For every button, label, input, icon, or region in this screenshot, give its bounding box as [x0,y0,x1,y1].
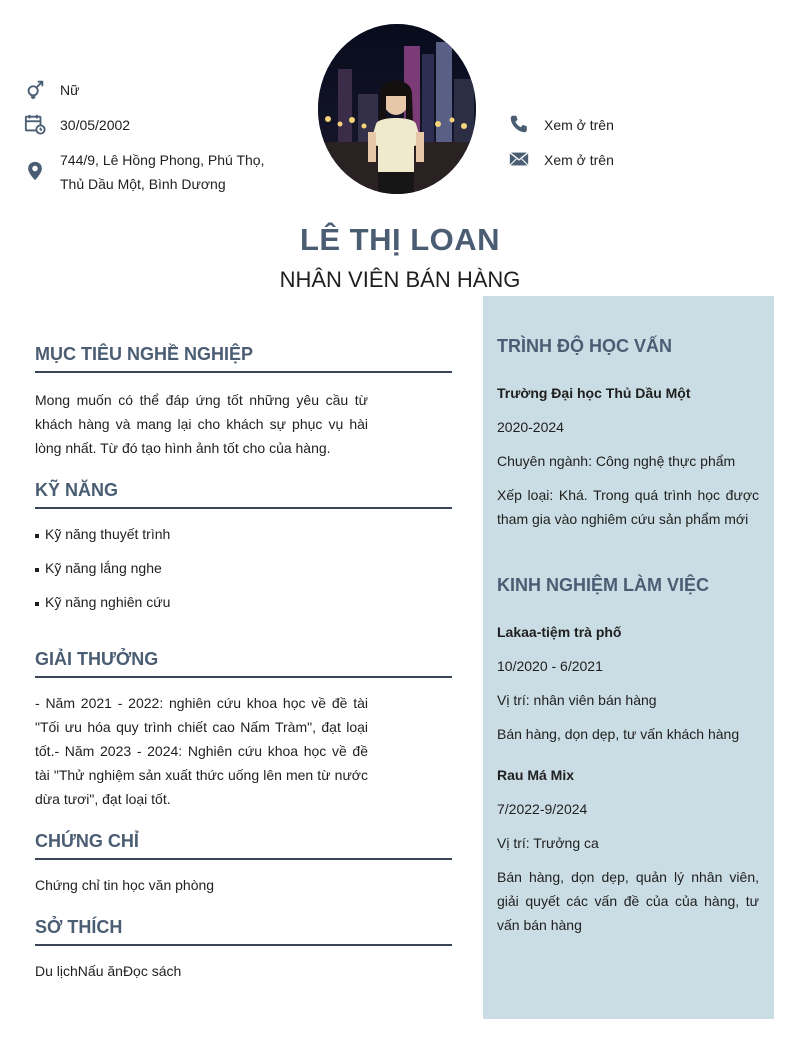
skills-title: KỸ NĂNG [35,480,452,509]
education-ranking: Xếp loại: Khá. Trong quá trình học được tham gia vào nghiêm cứu sản phẩm mới [497,487,759,527]
skill-item-label: Kỹ năng lắng nghe [45,560,162,576]
hobbies-text: Du lịchNấu ănĐọc sách [35,963,182,979]
skill-item-label: Kỹ năng thuyết trình [45,526,171,542]
job-description: Bán hàng, dọn dẹp, quản lý nhân viên, giải quyết các vấn đề của của hàng, tư vấn bán hàng [497,869,759,933]
email-text: Xem ở trên [544,152,614,168]
full-name: LÊ THỊ LOAN [299,222,501,257]
job-period: 10/2020 - 6/2021 [497,658,603,674]
experience-title: KINH NGHIỆM LÀM VIỆC [497,575,710,595]
bullet-icon [35,602,39,606]
objective-text: Mong muốn có thể đáp ứng tốt những yêu cầu từ khách hàng và mang lại cho khách sự phục vụ hài lòng nhất. Từ đó tạo hình ảnh tốt cho của hàng. [35,392,368,456]
skill-item-label: Kỹ năng nghiên cứu [45,594,171,610]
job-position: Vị trí: Trưởng ca [497,835,599,851]
certificates-title: CHỨNG CHỈ [35,831,452,860]
job-description: Bán hàng, dọn dẹp, tư vấn khách hàng [497,726,740,742]
phone-row [508,113,614,137]
job-company: Rau Má Mix [497,767,575,783]
bullet-icon [35,534,39,538]
awards-title: GIẢI THƯỞNG [35,649,452,678]
education-major: Chuyên ngành: Công nghệ thực phẩm [497,453,736,469]
job-company: Lakaa-tiệm trà phố [497,624,622,640]
education-period: 2020-2024 [497,419,564,435]
awards-text: - Năm 2021 - 2022: nghiên cứu khoa học về đề tài "Tối ưu hóa quy trình chiết cao Nấm Tràm", đạt loại tốt.- Năm 2023 - 2024: Nghiên cứu khoa học về đề tài "Thử nghiệm sản xuất thức uống lên men từ nước dừa tươi", đạt loại tốt. [35,695,368,807]
job-period: 7/2022-9/2024 [497,801,588,817]
objective-title: MỤC TIÊU NGHỀ NGHIỆP [35,344,452,373]
phone-icon [508,113,530,135]
education-title: TRÌNH ĐỘ HỌC VẤN [497,336,672,356]
envelope-icon [508,148,530,170]
job-position: Vị trí: nhân viên bán hàng [497,692,657,708]
skill-item [35,558,162,578]
skill-item [35,592,170,612]
job-title: NHÂN VIÊN BÁN HÀNG [279,267,521,292]
calendar-icon [24,113,46,135]
certificates-text: Chứng chỉ tin học văn phòng [35,877,215,893]
birthday-text: 30/05/2002 [60,117,131,133]
education-school: Trường Đại học Thủ Dầu Một [497,385,691,401]
gender-text: Nữ [60,82,80,98]
bullet-icon [35,568,39,572]
email-row [508,148,614,172]
address-text: 744/9, Lê Hồng Phong, Phú Thọ, Thủ Dầu Một, Bình Dương [60,152,265,192]
location-pin-icon [24,160,46,182]
gender-icon [24,78,46,100]
address-row [24,148,270,196]
skill-item [35,524,170,544]
phone-text: Xem ở trên [544,117,614,133]
profile-photo [318,24,476,194]
gender-row [24,78,79,102]
birthday-row [24,113,130,137]
hobbies-title: SỞ THÍCH [35,917,452,946]
